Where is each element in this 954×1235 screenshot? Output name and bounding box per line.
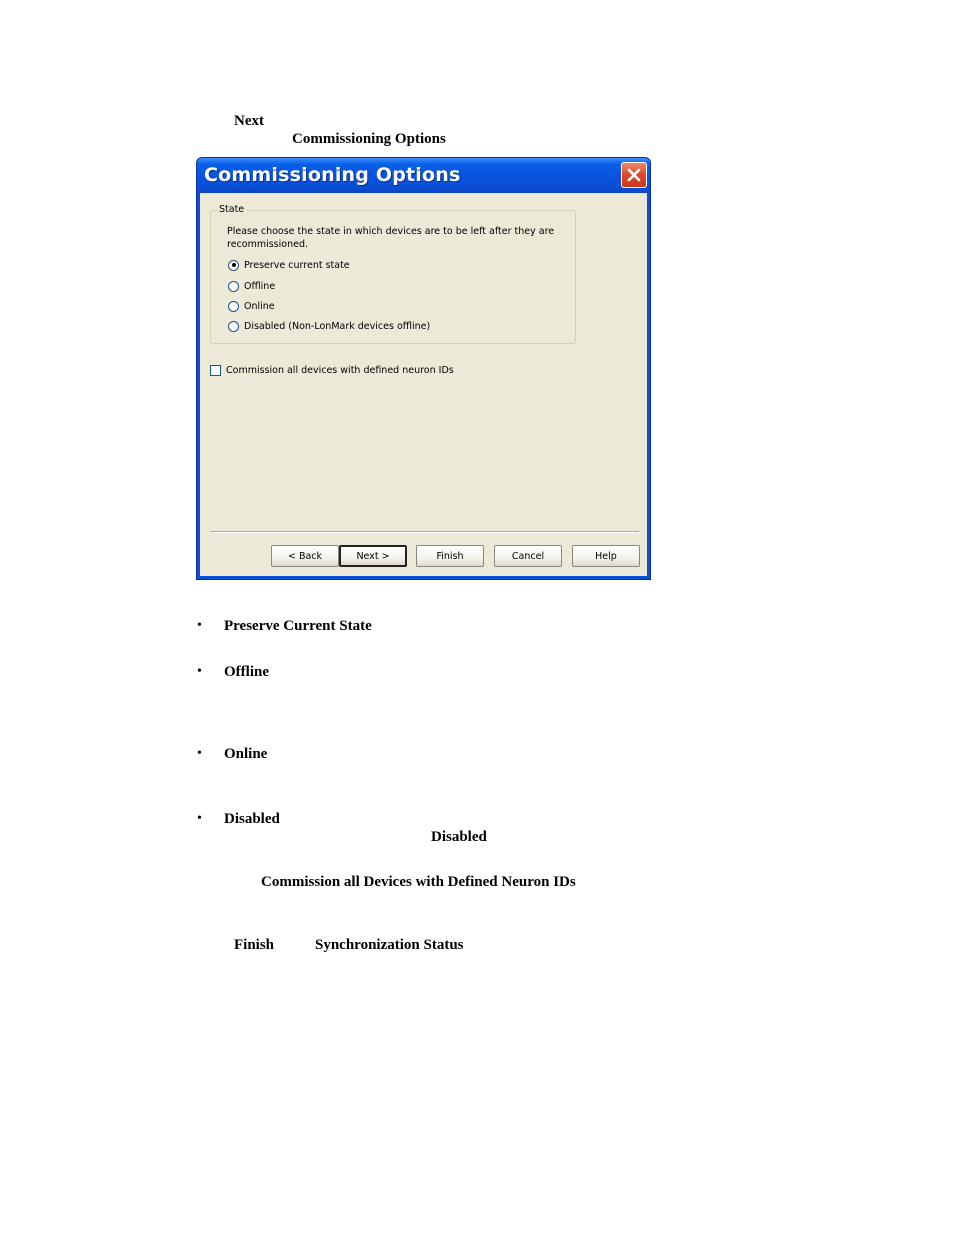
radio-label: Preserve current state [244, 259, 350, 271]
bullet-offline: Offline [224, 664, 269, 680]
bullet-preserve-current-state: Preserve Current State [224, 618, 372, 634]
commission-all-devices-checkbox-row[interactable] [210, 363, 454, 377]
radio-button[interactable] [228, 281, 239, 292]
bullet-icon: • [197, 664, 202, 679]
cancel-button[interactable]: Cancel [494, 545, 562, 567]
radio-label: Disabled (Non-LonMark devices offline) [244, 320, 431, 332]
next-button[interactable]: Next > [339, 545, 407, 567]
radio-label: Offline [244, 280, 276, 292]
radio-button[interactable] [228, 321, 239, 332]
close-button[interactable] [621, 162, 647, 188]
bullet-disabled: Disabled [224, 811, 280, 827]
close-icon [626, 167, 642, 183]
dialog-title: Commissioning Options [204, 164, 461, 186]
button-separator [210, 531, 639, 533]
intro-dialog-name-text: Commissioning Options [292, 131, 446, 147]
radio-label: Online [244, 300, 275, 312]
commission-all-devices-checkbox[interactable] [210, 365, 221, 376]
back-button[interactable]: < Back [271, 545, 339, 567]
radio-disabled[interactable] [228, 319, 430, 333]
bullet-online: Online [224, 746, 268, 762]
finish-button[interactable]: Finish [416, 545, 484, 567]
commission-reference: Commission all Devices with Defined Neuron IDs [261, 874, 576, 890]
checkbox-label: Commission all devices with defined neuron IDs [226, 364, 454, 376]
bullet-icon: • [197, 811, 202, 826]
radio-offline[interactable] [228, 279, 275, 293]
radio-button-selected[interactable] [228, 260, 239, 271]
dialog-client-area [200, 193, 647, 576]
state-instructions: Please choose the state in which devices are to be left after they are recommissioned. [227, 226, 555, 250]
bullet-icon: • [197, 618, 202, 633]
help-button[interactable]: Help [572, 545, 640, 567]
bullet-icon: • [197, 746, 202, 761]
radio-preserve-current-state[interactable] [228, 258, 350, 272]
radio-button[interactable] [228, 301, 239, 312]
synchronization-status-reference: Synchronization Status [315, 937, 464, 953]
state-group-legend: State [219, 204, 245, 215]
intro-next-text: Next [234, 113, 264, 129]
title-bar[interactable] [197, 158, 650, 193]
commissioning-options-dialog [196, 157, 651, 580]
finish-reference: Finish [234, 937, 275, 953]
radio-online[interactable] [228, 299, 275, 313]
disabled-reference: Disabled [431, 829, 487, 845]
state-groupbox [210, 204, 576, 344]
